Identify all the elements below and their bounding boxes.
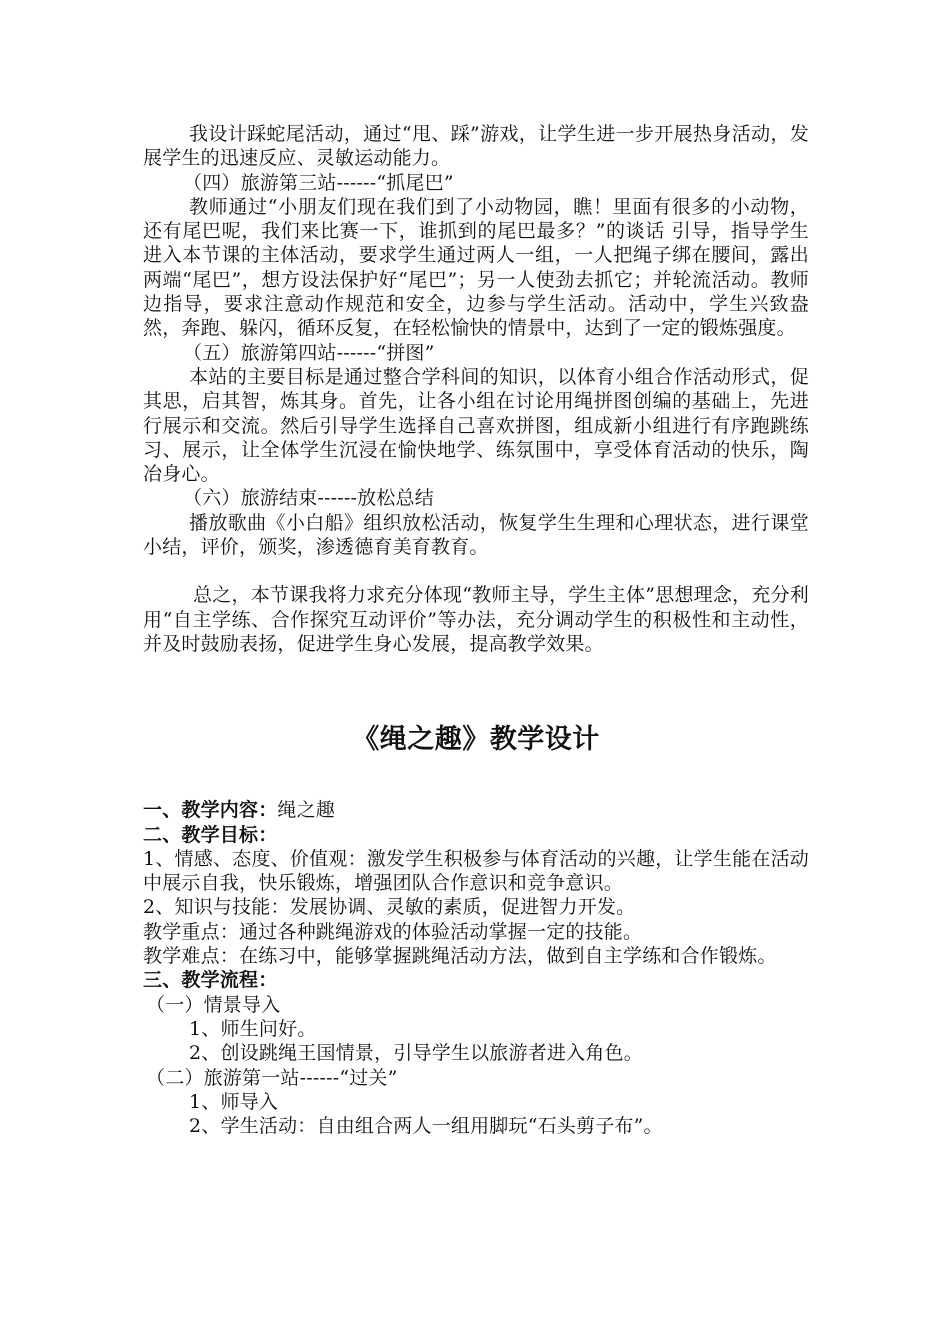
flow-step-one-item-1: 1、师生问好。: [189, 1017, 317, 1040]
heading-station-four: （五）旅游第四站------“拼图”: [183, 341, 435, 364]
paragraph-catch-tail: 教师通过“小朋友们现在我们到了小动物园，瞧！里面有很多的小动物，还有尾巴呢，我们来比赛一下，谁抓到的尾巴最多？”的谈话 引导，指导学生进入本节课的主体活动，要求学生通过两人一组，一人把绳子绑在腰间，露出两端“尾巴”，想方设法保护好“尾巴”；另一人使劲去抓它；并轮流活动。教师边指导，要求注意动作规范和安全，边参与学生活动。活动中，学生兴致盎然，奔跑、躲闪，循环反复，在轻松愉快的情景中，达到了一定的锻炼强度。: [143, 195, 809, 340]
heading-tour-end: （六）旅游结束------放松总结: [183, 487, 434, 510]
section-teaching-goals: 二、教学目标：: [143, 823, 278, 846]
heading-station-three: （四）旅游第三站------“抓尾巴”: [183, 171, 454, 194]
section-label-content: 一、教学内容：: [143, 799, 278, 822]
section-teaching-flow: 三、教学流程：: [143, 969, 278, 992]
goal-emotion: 1、情感、态度、价值观：激发学生积极参与体育活动的兴趣，让学生能在活动中展示自我，快乐锻炼，增强团队合作意识和竞争意识。: [143, 847, 809, 895]
paragraph-relax: 播放歌曲《小白船》组织放松活动，恢复学生生理和心理状态，进行课堂小结，评价，颁奖，渗透德育美育教育。: [143, 511, 809, 559]
flow-step-two-item-2: 2、学生活动：自由组合两人一组用脚玩“石头剪子布”。: [189, 1115, 663, 1138]
document-body: [143, 122, 809, 1138]
document-title: 《绳之趣》教学设计: [352, 724, 600, 756]
flow-step-two: （二）旅游第一站------“过关”: [146, 1066, 398, 1089]
flow-step-two-item-1: 1、师导入: [189, 1090, 279, 1113]
teaching-key-point: 教学重点：通过各种跳绳游戏的体验活动掌握一定的技能。: [143, 920, 643, 943]
goal-knowledge: 2、知识与技能：发展协调、灵敏的素质，促进智力开发。: [143, 896, 636, 919]
section-teaching-content: [143, 798, 809, 822]
paragraph-summary: 总之，本节课我将力求充分体现“教师主导，学生主体”思想理念，充分利用“自主学练、合作探究互动评价”等办法，充分调动学生的积极性和主动性，并及时鼓励表扬，促进学生身心发展，提高教学效果。: [143, 584, 809, 655]
teaching-difficulty: 教学难点：在练习中，能够掌握跳绳活动方法，做到自主学练和合作锻炼。: [143, 945, 777, 968]
flow-step-one-item-2: 2、创设跳绳王国情景，引导学生以旅游者进入角色。: [189, 1042, 643, 1065]
paragraph-snake-tail: 我设计踩蛇尾活动，通过“甩、踩”游戏，让学生进一步开展热身活动，发展学生的迅速反应、灵敏运动能力。: [143, 123, 809, 170]
section-value-content: 绳之趣: [277, 799, 336, 822]
paragraph-puzzle: 本站的主要目标是通过整合学科间的知识，以体育小组合作活动形式，促其思，启其智，炼其身。首先，让各小组在讨论用绳拼图创编的基础上，先进行展示和交流。然后引导学生选择自己喜欢拼图，组成新小组进行有序跑跳练习、展示，让全体学生沉浸在愉快地学、练氛围中，享受体育活动的快乐，陶冶身心。: [143, 365, 809, 486]
flow-step-one: （一）情景导入: [146, 993, 281, 1016]
blank-line: [143, 559, 809, 583]
